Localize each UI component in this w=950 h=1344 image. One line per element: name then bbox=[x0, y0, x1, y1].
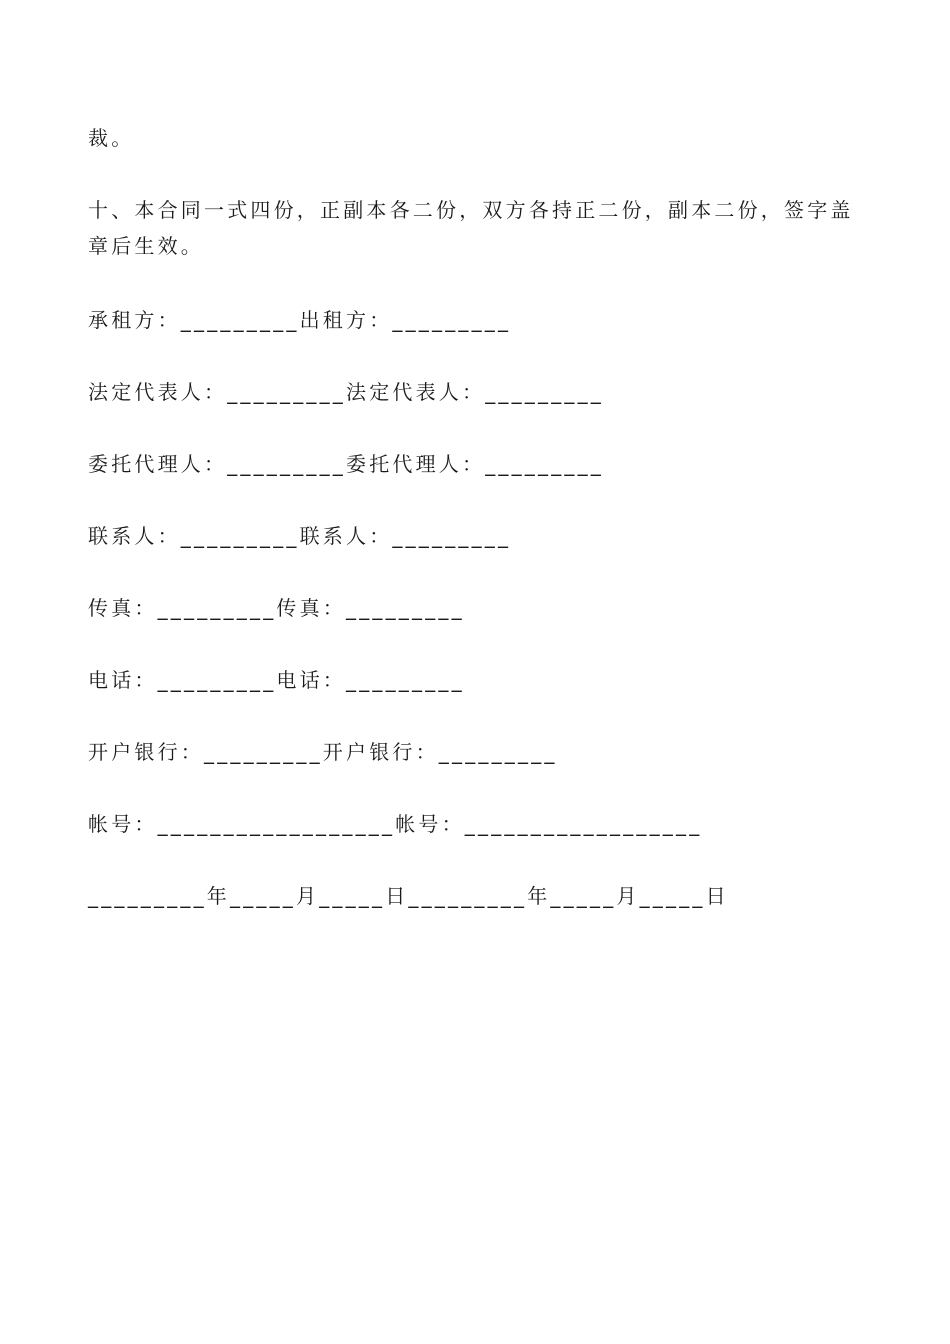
signature-line-lessee-lessor: 承租方：_________出租方：_________ bbox=[88, 308, 512, 332]
paragraph-arbitration-end: 裁。 bbox=[88, 126, 135, 150]
signature-line-legal-representative: 法定代表人：_________法定代表人：_________ bbox=[88, 380, 604, 404]
signature-line-bank: 开户银行：_________开户银行：_________ bbox=[88, 740, 558, 764]
signature-line-fax: 传真：_________传真：_________ bbox=[88, 596, 465, 620]
paragraph-clause-ten: 十、本合同一式四份，正副本各二份，双方各持正二份，副本二份，签字盖章后生效。 bbox=[88, 198, 854, 258]
signature-line-account-number: 帐号：__________________帐号：__________________ bbox=[88, 812, 703, 836]
signature-line-contact-person: 联系人：_________联系人：_________ bbox=[88, 524, 512, 548]
signature-line-authorized-agent: 委托代理人：_________委托代理人：_________ bbox=[88, 452, 604, 476]
signature-line-date: _________年_____月_____日_________年_____月_____日 bbox=[88, 884, 729, 908]
signature-line-phone: 电话：_________电话：_________ bbox=[88, 668, 465, 692]
